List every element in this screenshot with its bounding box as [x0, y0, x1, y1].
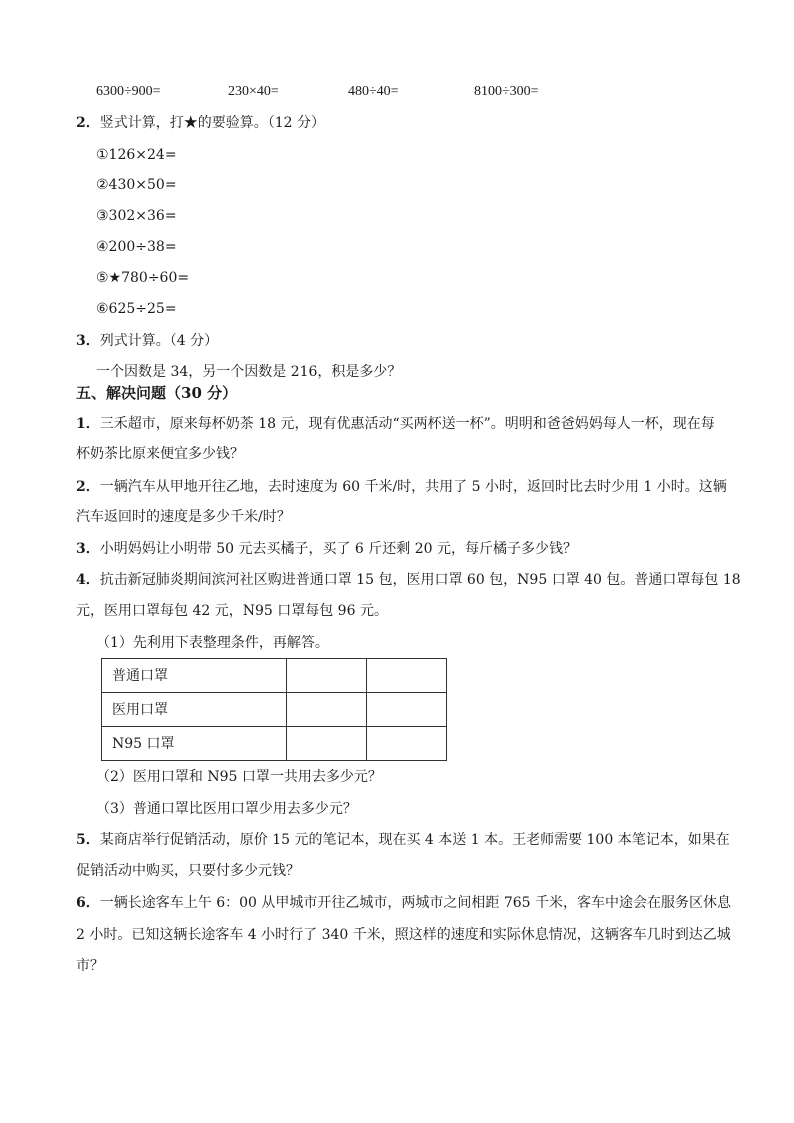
- q2-heading: [76, 113, 325, 133]
- p3-number: 3．: [76, 541, 100, 557]
- p6-text-1: 一辆长途客车上午 6：00 从甲城市开往乙城市，两城市之间相距 765 千米，客车中途会在服务区休息: [99, 895, 731, 911]
- p4-sub-1: （1）先利用下表整理条件，再解答。: [96, 635, 329, 651]
- p1-text-1: 三禾超市，原来每杯奶茶 18 元，现有优惠活动“买两杯送一杯”。明明和爸爸妈妈每人一杯，现在每: [99, 416, 715, 432]
- section-5-title: 五、解决问题（30 分）: [76, 384, 238, 402]
- q2-item-6: ⑥625÷25=: [96, 301, 177, 317]
- p4-number: 4．: [76, 572, 100, 588]
- p4-sub-3: （3）普通口罩比医用口罩少用去多少元？: [96, 801, 357, 817]
- p2-text-2: 汽车返回时的速度是多少千米/时？: [76, 509, 291, 525]
- oral-calc-4: 8100÷300=: [474, 84, 539, 99]
- table-row: [102, 693, 447, 727]
- p3-text-1: 小明妈妈让小明带 50 元去买橘子，买了 6 斤还剩 20 元，每斤橘子多少钱？: [99, 541, 577, 557]
- p6-text-2: 2 小时。已知这辆长途客车 4 小时行了 340 千米，照这样的速度和实际休息情况，这辆客车几时到达乙城: [76, 927, 731, 943]
- p4-sub-2: （2）医用口罩和 N95 口罩一共用去多少元？: [96, 769, 382, 785]
- q3-text: 一个因数是 34，另一个因数是 216，积是多少？: [96, 364, 402, 380]
- table-row: [102, 727, 447, 761]
- p1-text-2: 杯奶茶比原来便宜多少钱？: [76, 446, 244, 462]
- q2-item-4: ④200÷38=: [96, 239, 177, 255]
- p6-line-1: [76, 893, 731, 913]
- p6-text-3: 市？: [76, 958, 104, 974]
- q2-item-3: ③302×36=: [96, 208, 177, 224]
- table-cell-blank: [367, 659, 447, 693]
- q2-item-2: ②430×50=: [96, 177, 177, 193]
- p1-line-1: [76, 414, 715, 434]
- q3-title: 列式计算。（4 分）: [99, 333, 219, 349]
- q2-title: 竖式计算，打★的要验算。（12 分）: [99, 115, 326, 131]
- q3-heading: [76, 331, 218, 351]
- table-cell-blank: [367, 693, 447, 727]
- p1-number: 1．: [76, 416, 100, 432]
- p3-line-1: [76, 539, 577, 559]
- table-cell-blank: [287, 693, 367, 727]
- p4-text-1: 抗击新冠肺炎期间滨河社区购进普通口罩 15 包，医用口罩 60 包，N95 口罩 40 包。普通口罩每包 18: [99, 572, 741, 588]
- q2-item-5: ⑤★780÷60=: [96, 270, 190, 286]
- condition-table: [101, 658, 447, 761]
- p5-number: 5．: [76, 832, 100, 848]
- table-cell-label: 医用口罩: [102, 693, 287, 727]
- oral-calc-1: 6300÷900=: [96, 84, 161, 99]
- q2-number: 2．: [76, 115, 100, 131]
- table-cell-label: N95 口罩: [102, 727, 287, 761]
- p5-text-2: 促销活动中购买，只要付多少元钱？: [76, 863, 300, 879]
- p2-text-1: 一辆汽车从甲地开往乙地，去时速度为 60 千米/时，共用了 5 小时，返回时比去时少用 1 小时。这辆: [99, 479, 727, 495]
- table-cell-blank: [287, 659, 367, 693]
- table-row: [102, 659, 447, 693]
- table-cell-blank: [287, 727, 367, 761]
- q3-number: 3．: [76, 333, 100, 349]
- p2-line-1: [76, 477, 727, 497]
- p5-line-1: [76, 830, 730, 850]
- p6-number: 6．: [76, 895, 100, 911]
- p4-line-1: [76, 570, 741, 590]
- oral-calc-2: 230×40=: [228, 84, 279, 99]
- p4-text-2: 元，医用口罩每包 42 元，N95 口罩每包 96 元。: [76, 603, 388, 619]
- p5-text-1: 某商店举行促销活动，原价 15 元的笔记本，现在买 4 本送 1 本。王老师需要 100 本笔记本，如果在: [99, 832, 730, 848]
- p2-number: 2．: [76, 479, 100, 495]
- table-cell-blank: [367, 727, 447, 761]
- table-cell-label: 普通口罩: [102, 659, 287, 693]
- oral-calc-3: 480÷40=: [348, 84, 399, 99]
- q2-item-1: ①126×24=: [96, 147, 177, 163]
